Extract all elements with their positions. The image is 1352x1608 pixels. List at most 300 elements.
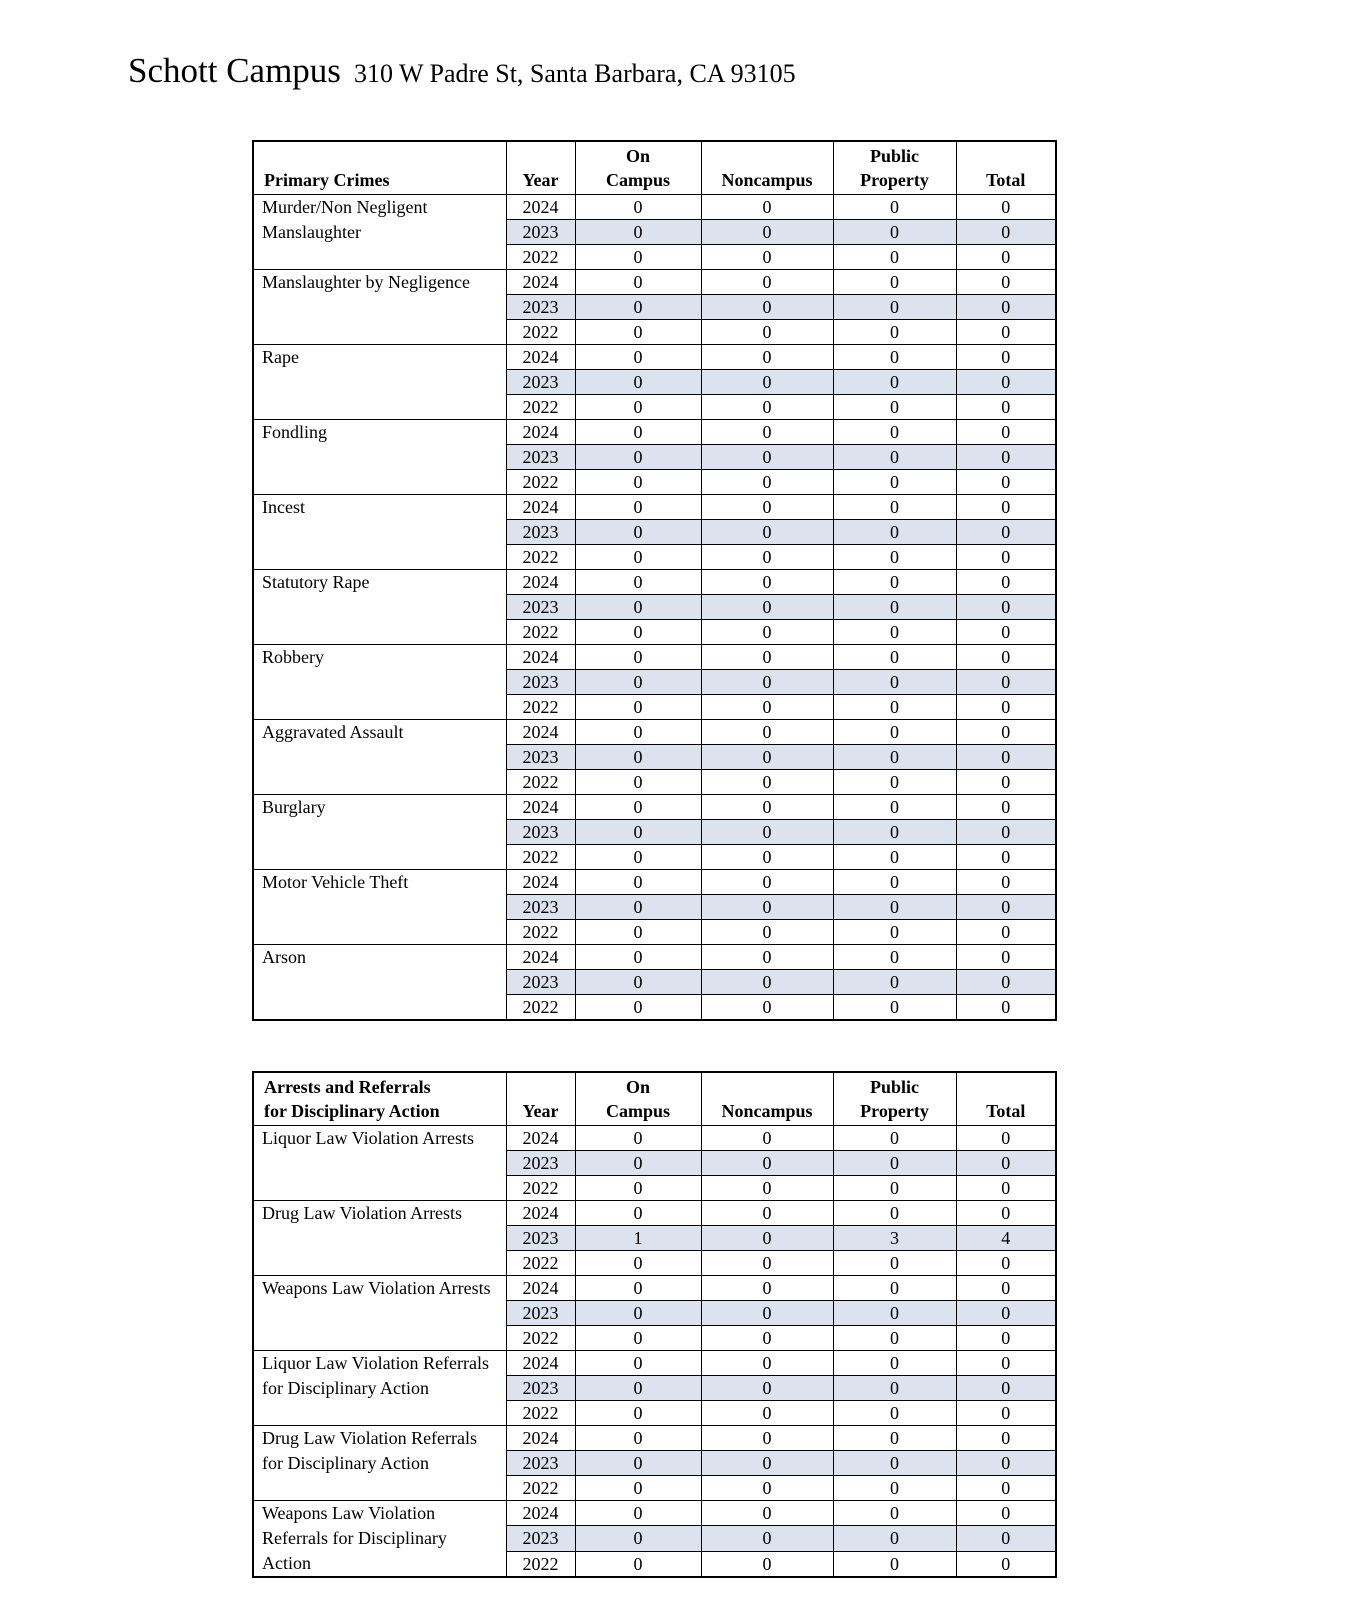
- value-cell-on-campus: 0: [575, 595, 701, 620]
- category-cell: Weapons Law Violation Arrests: [253, 1276, 506, 1351]
- value-cell-noncampus: 0: [701, 1426, 833, 1451]
- value-cell-total: 0: [956, 1176, 1056, 1201]
- value-cell-on-campus: 0: [575, 1176, 701, 1201]
- value-cell-on-campus: 0: [575, 845, 701, 870]
- value-cell-noncampus: 0: [701, 645, 833, 670]
- value-cell-noncampus: 0: [701, 270, 833, 295]
- column-header-on-campus: On Campus: [575, 1072, 701, 1126]
- value-cell-noncampus: 0: [701, 695, 833, 720]
- value-cell-total: 0: [956, 1326, 1056, 1351]
- value-cell-total: 0: [956, 1426, 1056, 1451]
- value-cell-on-campus: 0: [575, 420, 701, 445]
- value-cell-on-campus: 0: [575, 345, 701, 370]
- year-cell: 2024: [506, 1351, 575, 1376]
- value-cell-public-property: 0: [833, 645, 956, 670]
- value-cell-public-property: 0: [833, 1451, 956, 1476]
- value-cell-public-property: 0: [833, 370, 956, 395]
- table-row: [253, 1426, 1056, 1451]
- value-cell-on-campus: 0: [575, 1476, 701, 1501]
- value-cell-on-campus: 0: [575, 795, 701, 820]
- year-cell: 2022: [506, 470, 575, 495]
- value-cell-public-property: 0: [833, 795, 956, 820]
- value-cell-total: 0: [956, 1376, 1056, 1401]
- value-cell-public-property: 0: [833, 1251, 956, 1276]
- value-cell-total: 0: [956, 220, 1056, 245]
- value-cell-public-property: 0: [833, 870, 956, 895]
- value-cell-on-campus: 0: [575, 470, 701, 495]
- category-cell: Rape: [253, 345, 506, 420]
- value-cell-public-property: 0: [833, 470, 956, 495]
- value-cell-noncampus: 0: [701, 1226, 833, 1251]
- value-cell-on-campus: 0: [575, 1501, 701, 1526]
- year-cell: 2022: [506, 1251, 575, 1276]
- value-cell-public-property: 0: [833, 195, 956, 220]
- header-row: [253, 141, 1056, 195]
- value-cell-noncampus: 0: [701, 845, 833, 870]
- value-cell-noncampus: 0: [701, 1251, 833, 1276]
- value-cell-public-property: 0: [833, 745, 956, 770]
- column-header-public-property: Public Property: [833, 1072, 956, 1126]
- value-cell-public-property: 0: [833, 420, 956, 445]
- year-cell: 2022: [506, 320, 575, 345]
- year-cell: 2022: [506, 545, 575, 570]
- value-cell-on-campus: 0: [575, 1451, 701, 1476]
- value-cell-total: 0: [956, 395, 1056, 420]
- column-header-public-property: Public Property: [833, 141, 956, 195]
- year-cell: 2023: [506, 820, 575, 845]
- value-cell-public-property: 0: [833, 1126, 956, 1151]
- value-cell-on-campus: 0: [575, 970, 701, 995]
- value-cell-noncampus: 0: [701, 245, 833, 270]
- value-cell-total: 0: [956, 1126, 1056, 1151]
- year-cell: 2024: [506, 1426, 575, 1451]
- year-cell: 2023: [506, 520, 575, 545]
- year-cell: 2022: [506, 995, 575, 1021]
- value-cell-noncampus: 0: [701, 620, 833, 645]
- year-cell: 2024: [506, 195, 575, 220]
- year-cell: 2024: [506, 420, 575, 445]
- table-row: [253, 945, 1056, 970]
- category-cell: Manslaughter by Negligence: [253, 270, 506, 345]
- year-cell: 2024: [506, 795, 575, 820]
- value-cell-noncampus: 0: [701, 795, 833, 820]
- year-cell: 2022: [506, 770, 575, 795]
- value-cell-public-property: 0: [833, 770, 956, 795]
- value-cell-public-property: 0: [833, 620, 956, 645]
- value-cell-noncampus: 0: [701, 770, 833, 795]
- table-row: [253, 795, 1056, 820]
- value-cell-total: 0: [956, 545, 1056, 570]
- value-cell-on-campus: 0: [575, 1251, 701, 1276]
- year-cell: 2022: [506, 1401, 575, 1426]
- primary-crimes-table: [252, 140, 1057, 1021]
- value-cell-on-campus: 0: [575, 945, 701, 970]
- value-cell-public-property: 0: [833, 845, 956, 870]
- value-cell-total: 0: [956, 420, 1056, 445]
- value-cell-total: 0: [956, 795, 1056, 820]
- category-cell: Liquor Law Violation Arrests: [253, 1126, 506, 1201]
- value-cell-public-property: 0: [833, 495, 956, 520]
- year-cell: 2023: [506, 1376, 575, 1401]
- year-cell: 2022: [506, 620, 575, 645]
- value-cell-total: 0: [956, 1476, 1056, 1501]
- value-cell-noncampus: 0: [701, 420, 833, 445]
- value-cell-public-property: 0: [833, 295, 956, 320]
- value-cell-on-campus: 0: [575, 645, 701, 670]
- value-cell-on-campus: 0: [575, 1401, 701, 1426]
- value-cell-noncampus: 0: [701, 920, 833, 945]
- value-cell-noncampus: 0: [701, 1301, 833, 1326]
- table-title-primary-crimes: Primary Crimes: [253, 141, 506, 195]
- year-cell: 2023: [506, 595, 575, 620]
- value-cell-total: 0: [956, 695, 1056, 720]
- column-header-on-campus: On Campus: [575, 141, 701, 195]
- value-cell-public-property: 0: [833, 1351, 956, 1376]
- value-cell-noncampus: 0: [701, 1126, 833, 1151]
- value-cell-on-campus: 0: [575, 870, 701, 895]
- value-cell-total: 0: [956, 1551, 1056, 1577]
- value-cell-total: 0: [956, 1351, 1056, 1376]
- value-cell-on-campus: 0: [575, 745, 701, 770]
- year-cell: 2024: [506, 645, 575, 670]
- year-cell: 2024: [506, 345, 575, 370]
- year-cell: 2024: [506, 720, 575, 745]
- value-cell-on-campus: 0: [575, 545, 701, 570]
- value-cell-on-campus: 0: [575, 195, 701, 220]
- year-cell: 2024: [506, 570, 575, 595]
- value-cell-total: 0: [956, 320, 1056, 345]
- value-cell-total: 0: [956, 620, 1056, 645]
- year-cell: 2022: [506, 695, 575, 720]
- value-cell-public-property: 3: [833, 1226, 956, 1251]
- value-cell-noncampus: 0: [701, 1276, 833, 1301]
- year-cell: 2024: [506, 270, 575, 295]
- table-row: [253, 870, 1056, 895]
- value-cell-noncampus: 0: [701, 220, 833, 245]
- category-cell: Fondling: [253, 420, 506, 495]
- year-cell: 2023: [506, 445, 575, 470]
- value-cell-public-property: 0: [833, 220, 956, 245]
- table-row: [253, 345, 1056, 370]
- year-cell: 2023: [506, 1301, 575, 1326]
- year-cell: 2023: [506, 895, 575, 920]
- column-header-noncampus: Noncampus: [701, 1072, 833, 1126]
- value-cell-public-property: 0: [833, 320, 956, 345]
- year-cell: 2022: [506, 1476, 575, 1501]
- value-cell-on-campus: 0: [575, 1301, 701, 1326]
- table-row: [253, 195, 1056, 220]
- value-cell-on-campus: 0: [575, 1426, 701, 1451]
- value-cell-total: 0: [956, 745, 1056, 770]
- category-cell: Incest: [253, 495, 506, 570]
- value-cell-noncampus: 0: [701, 1176, 833, 1201]
- value-cell-total: 0: [956, 195, 1056, 220]
- year-cell: 2022: [506, 845, 575, 870]
- value-cell-on-campus: 0: [575, 370, 701, 395]
- category-cell: Arson: [253, 945, 506, 1021]
- column-header-total: Total: [956, 141, 1056, 195]
- value-cell-noncampus: 0: [701, 345, 833, 370]
- value-cell-on-campus: 0: [575, 670, 701, 695]
- value-cell-on-campus: 0: [575, 245, 701, 270]
- year-cell: 2022: [506, 920, 575, 945]
- value-cell-noncampus: 0: [701, 520, 833, 545]
- value-cell-public-property: 0: [833, 695, 956, 720]
- page-title: [128, 52, 796, 91]
- value-cell-total: 0: [956, 945, 1056, 970]
- value-cell-public-property: 0: [833, 1176, 956, 1201]
- campus-name: Schott Campus: [128, 51, 341, 90]
- value-cell-total: 0: [956, 270, 1056, 295]
- value-cell-on-campus: 0: [575, 395, 701, 420]
- category-cell: Weapons Law Violation Referrals for Disciplinary Action: [253, 1501, 506, 1578]
- value-cell-on-campus: 0: [575, 695, 701, 720]
- table-row: [253, 1501, 1056, 1526]
- value-cell-total: 0: [956, 1451, 1056, 1476]
- value-cell-public-property: 0: [833, 1526, 956, 1551]
- value-cell-total: 0: [956, 895, 1056, 920]
- value-cell-public-property: 0: [833, 1276, 956, 1301]
- value-cell-noncampus: 0: [701, 495, 833, 520]
- value-cell-on-campus: 0: [575, 1276, 701, 1301]
- value-cell-public-property: 0: [833, 920, 956, 945]
- value-cell-public-property: 0: [833, 995, 956, 1021]
- value-cell-on-campus: 0: [575, 720, 701, 745]
- value-cell-public-property: 0: [833, 245, 956, 270]
- value-cell-total: 0: [956, 570, 1056, 595]
- value-cell-noncampus: 0: [701, 1476, 833, 1501]
- value-cell-total: 0: [956, 820, 1056, 845]
- value-cell-total: 4: [956, 1226, 1056, 1251]
- column-header-year: Year: [506, 141, 575, 195]
- value-cell-total: 0: [956, 1276, 1056, 1301]
- value-cell-public-property: 0: [833, 570, 956, 595]
- value-cell-public-property: 0: [833, 595, 956, 620]
- arrests-referrals-table: [252, 1071, 1057, 1578]
- value-cell-total: 0: [956, 245, 1056, 270]
- value-cell-noncampus: 0: [701, 395, 833, 420]
- year-cell: 2024: [506, 1276, 575, 1301]
- value-cell-on-campus: 0: [575, 820, 701, 845]
- year-cell: 2023: [506, 370, 575, 395]
- value-cell-total: 0: [956, 295, 1056, 320]
- year-cell: 2024: [506, 870, 575, 895]
- value-cell-noncampus: 0: [701, 995, 833, 1021]
- category-cell: Murder/Non Negligent Manslaughter: [253, 195, 506, 270]
- value-cell-public-property: 0: [833, 1501, 956, 1526]
- value-cell-noncampus: 0: [701, 545, 833, 570]
- value-cell-public-property: 0: [833, 545, 956, 570]
- table-row: [253, 720, 1056, 745]
- value-cell-noncampus: 0: [701, 595, 833, 620]
- value-cell-on-campus: 0: [575, 220, 701, 245]
- value-cell-noncampus: 0: [701, 1551, 833, 1577]
- value-cell-on-campus: 0: [575, 1551, 701, 1577]
- value-cell-on-campus: 0: [575, 995, 701, 1021]
- value-cell-total: 0: [956, 870, 1056, 895]
- table-row: [253, 495, 1056, 520]
- value-cell-total: 0: [956, 470, 1056, 495]
- value-cell-on-campus: 0: [575, 1376, 701, 1401]
- value-cell-noncampus: 0: [701, 470, 833, 495]
- value-cell-on-campus: 0: [575, 295, 701, 320]
- value-cell-public-property: 0: [833, 970, 956, 995]
- value-cell-total: 0: [956, 995, 1056, 1021]
- value-cell-total: 0: [956, 720, 1056, 745]
- value-cell-public-property: 0: [833, 1151, 956, 1176]
- value-cell-noncampus: 0: [701, 670, 833, 695]
- year-cell: 2023: [506, 1451, 575, 1476]
- year-cell: 2024: [506, 1201, 575, 1226]
- value-cell-public-property: 0: [833, 670, 956, 695]
- value-cell-on-campus: 0: [575, 270, 701, 295]
- campus-address: 310 W Padre St, Santa Barbara, CA 93105: [353, 59, 796, 88]
- value-cell-total: 0: [956, 670, 1056, 695]
- value-cell-total: 0: [956, 1401, 1056, 1426]
- value-cell-noncampus: 0: [701, 945, 833, 970]
- value-cell-on-campus: 0: [575, 770, 701, 795]
- table-row: [253, 570, 1056, 595]
- value-cell-noncampus: 0: [701, 1526, 833, 1551]
- value-cell-public-property: 0: [833, 445, 956, 470]
- value-cell-total: 0: [956, 595, 1056, 620]
- column-header-total: Total: [956, 1072, 1056, 1126]
- category-cell: Liquor Law Violation Referrals for Disciplinary Action: [253, 1351, 506, 1426]
- year-cell: 2022: [506, 395, 575, 420]
- value-cell-public-property: 0: [833, 945, 956, 970]
- value-cell-noncampus: 0: [701, 570, 833, 595]
- year-cell: 2023: [506, 970, 575, 995]
- value-cell-public-property: 0: [833, 720, 956, 745]
- value-cell-on-campus: 0: [575, 920, 701, 945]
- year-cell: 2023: [506, 1226, 575, 1251]
- category-cell: Motor Vehicle Theft: [253, 870, 506, 945]
- year-cell: 2023: [506, 1526, 575, 1551]
- value-cell-on-campus: 0: [575, 1201, 701, 1226]
- table-row: [253, 270, 1056, 295]
- value-cell-noncampus: 0: [701, 1151, 833, 1176]
- value-cell-on-campus: 0: [575, 1526, 701, 1551]
- value-cell-noncampus: 0: [701, 970, 833, 995]
- value-cell-total: 0: [956, 770, 1056, 795]
- value-cell-total: 0: [956, 1501, 1056, 1526]
- category-cell: Drug Law Violation Arrests: [253, 1201, 506, 1276]
- value-cell-on-campus: 0: [575, 320, 701, 345]
- table-row: [253, 1276, 1056, 1301]
- value-cell-on-campus: 1: [575, 1226, 701, 1251]
- value-cell-total: 0: [956, 920, 1056, 945]
- year-cell: 2023: [506, 295, 575, 320]
- value-cell-public-property: 0: [833, 1426, 956, 1451]
- value-cell-public-property: 0: [833, 520, 956, 545]
- table-row: [253, 645, 1056, 670]
- value-cell-on-campus: 0: [575, 1151, 701, 1176]
- category-cell: Drug Law Violation Referrals for Disciplinary Action: [253, 1426, 506, 1501]
- year-cell: 2024: [506, 495, 575, 520]
- value-cell-total: 0: [956, 345, 1056, 370]
- value-cell-total: 0: [956, 520, 1056, 545]
- category-cell: Aggravated Assault: [253, 720, 506, 795]
- value-cell-noncampus: 0: [701, 720, 833, 745]
- value-cell-total: 0: [956, 370, 1056, 395]
- category-cell: Burglary: [253, 795, 506, 870]
- value-cell-public-property: 0: [833, 270, 956, 295]
- value-cell-total: 0: [956, 1201, 1056, 1226]
- value-cell-total: 0: [956, 1251, 1056, 1276]
- column-header-noncampus: Noncampus: [701, 141, 833, 195]
- value-cell-on-campus: 0: [575, 570, 701, 595]
- value-cell-public-property: 0: [833, 1376, 956, 1401]
- table-row: [253, 1351, 1056, 1376]
- value-cell-on-campus: 0: [575, 620, 701, 645]
- column-header-year: Year: [506, 1072, 575, 1126]
- table-row: [253, 1126, 1056, 1151]
- value-cell-public-property: 0: [833, 1326, 956, 1351]
- value-cell-noncampus: 0: [701, 1326, 833, 1351]
- value-cell-total: 0: [956, 495, 1056, 520]
- category-cell: Statutory Rape: [253, 570, 506, 645]
- value-cell-public-property: 0: [833, 1201, 956, 1226]
- value-cell-noncampus: 0: [701, 1451, 833, 1476]
- year-cell: 2023: [506, 220, 575, 245]
- year-cell: 2024: [506, 1126, 575, 1151]
- value-cell-noncampus: 0: [701, 820, 833, 845]
- category-cell: Robbery: [253, 645, 506, 720]
- value-cell-on-campus: 0: [575, 445, 701, 470]
- value-cell-public-property: 0: [833, 1401, 956, 1426]
- year-cell: 2023: [506, 1151, 575, 1176]
- value-cell-noncampus: 0: [701, 195, 833, 220]
- value-cell-public-property: 0: [833, 895, 956, 920]
- table-row: [253, 420, 1056, 445]
- value-cell-total: 0: [956, 970, 1056, 995]
- value-cell-public-property: 0: [833, 345, 956, 370]
- year-cell: 2023: [506, 670, 575, 695]
- value-cell-on-campus: 0: [575, 1351, 701, 1376]
- value-cell-public-property: 0: [833, 1551, 956, 1577]
- year-cell: 2022: [506, 1176, 575, 1201]
- value-cell-total: 0: [956, 1301, 1056, 1326]
- year-cell: 2022: [506, 1326, 575, 1351]
- value-cell-noncampus: 0: [701, 370, 833, 395]
- year-cell: 2023: [506, 745, 575, 770]
- value-cell-noncampus: 0: [701, 1351, 833, 1376]
- value-cell-public-property: 0: [833, 820, 956, 845]
- value-cell-public-property: 0: [833, 1476, 956, 1501]
- value-cell-total: 0: [956, 1526, 1056, 1551]
- value-cell-noncampus: 0: [701, 1201, 833, 1226]
- value-cell-noncampus: 0: [701, 445, 833, 470]
- value-cell-public-property: 0: [833, 1301, 956, 1326]
- value-cell-on-campus: 0: [575, 495, 701, 520]
- value-cell-noncampus: 0: [701, 320, 833, 345]
- value-cell-on-campus: 0: [575, 1326, 701, 1351]
- value-cell-on-campus: 0: [575, 1126, 701, 1151]
- value-cell-noncampus: 0: [701, 1501, 833, 1526]
- value-cell-noncampus: 0: [701, 745, 833, 770]
- value-cell-total: 0: [956, 645, 1056, 670]
- year-cell: 2024: [506, 1501, 575, 1526]
- value-cell-public-property: 0: [833, 395, 956, 420]
- table-title-arrests-referrals: Arrests and Referrals for Disciplinary Action: [253, 1072, 506, 1126]
- year-cell: 2022: [506, 245, 575, 270]
- value-cell-noncampus: 0: [701, 295, 833, 320]
- value-cell-noncampus: 0: [701, 870, 833, 895]
- value-cell-noncampus: 0: [701, 1376, 833, 1401]
- value-cell-noncampus: 0: [701, 895, 833, 920]
- value-cell-total: 0: [956, 845, 1056, 870]
- value-cell-noncampus: 0: [701, 1401, 833, 1426]
